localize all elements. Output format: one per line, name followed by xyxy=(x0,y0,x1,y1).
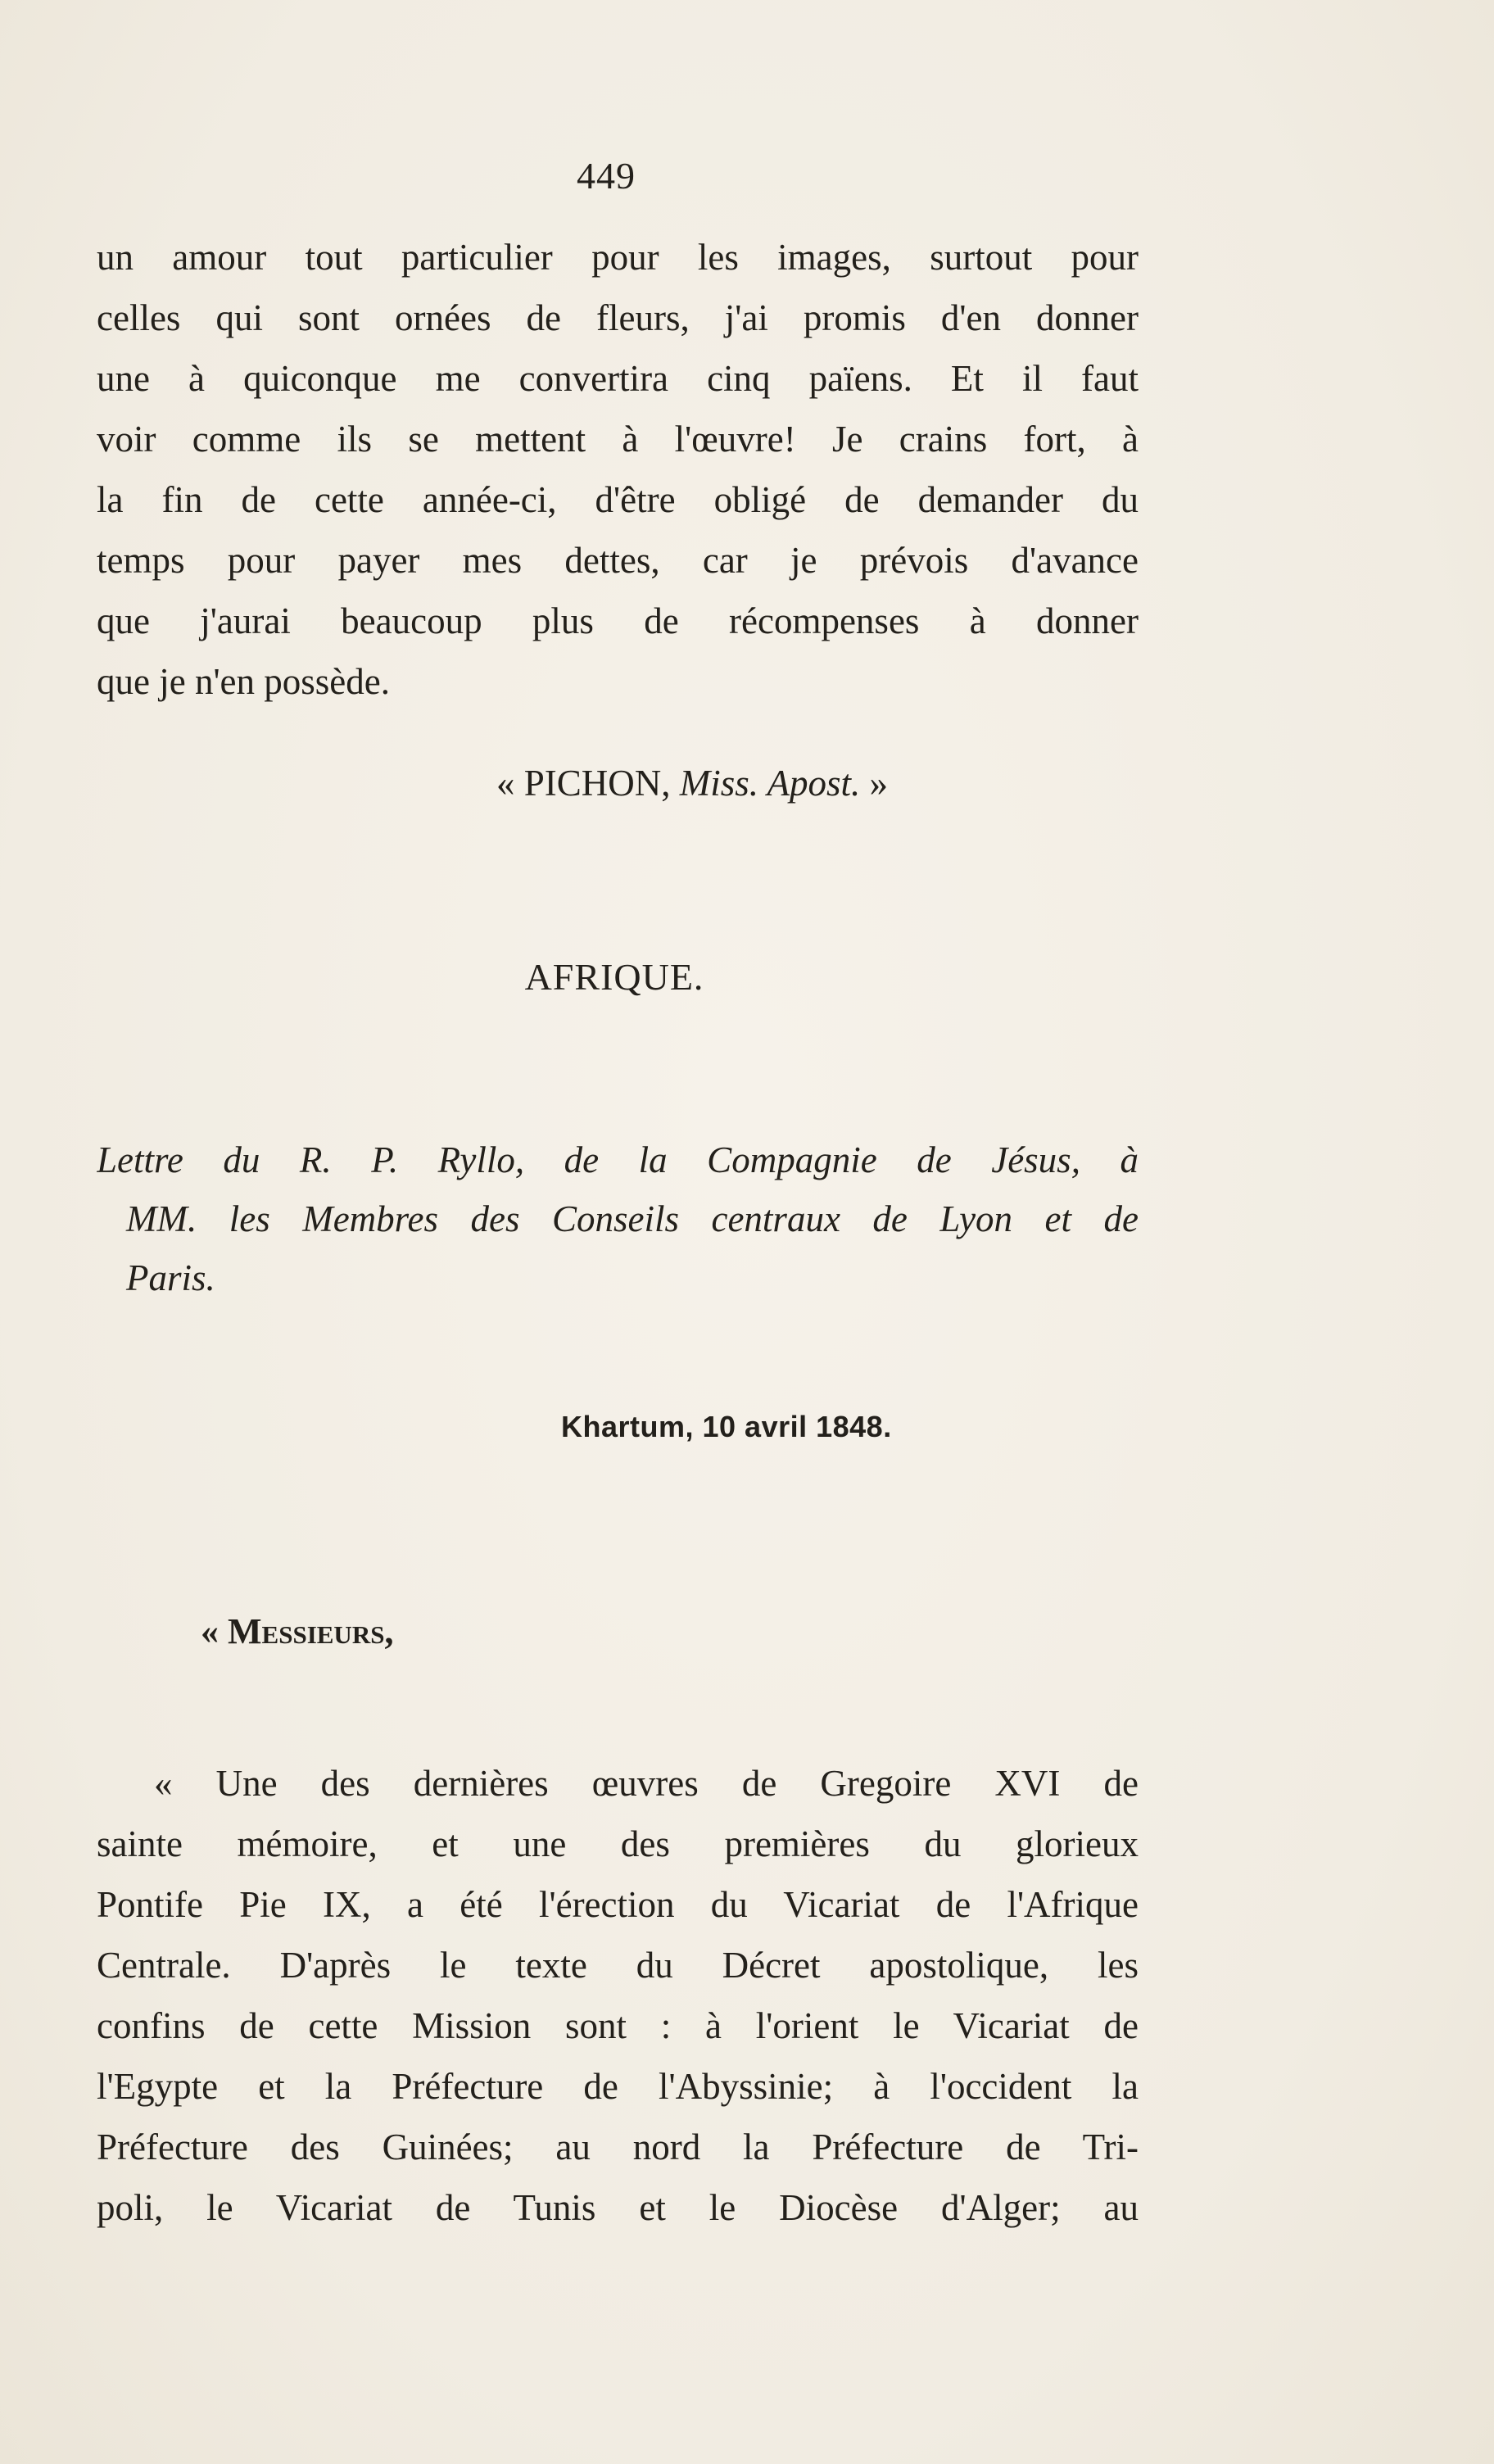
heading-line: Lettre du R. P. Ryllo, de la Compagnie de Jésus, à xyxy=(97,1139,1139,1180)
signature-role: Miss. Apost. xyxy=(679,763,861,804)
text-line: voir comme ils se mettent à l'œuvre! Je crains fort, à xyxy=(97,419,1139,460)
text-line: Centrale. D'après le texte du Décret apostolique, les xyxy=(97,1945,1139,1986)
open-quote: « xyxy=(496,763,515,804)
signature-name: PICHON, xyxy=(523,763,671,804)
text-line: sainte mémoire, et une des premières du glorieux xyxy=(97,1823,1139,1864)
heading-line: Paris. xyxy=(126,1257,215,1298)
signature xyxy=(0,762,1384,804)
section-title: AFRIQUE. xyxy=(524,956,704,998)
salutation: « Messieurs, xyxy=(201,1611,394,1651)
text-line: celles qui sont ornées de fleurs, j'ai promis d'en donner xyxy=(97,297,1139,338)
paragraph-1 xyxy=(97,227,1139,712)
text-line: Préfecture des Guinées; au nord la Préfecture de Tri- xyxy=(97,2127,1139,2167)
text-line: la fin de cette année-ci, d'être obligé de demander du xyxy=(97,479,1139,520)
text-line: l'Egypte et la Préfecture de l'Abyssinie; à l'occident la xyxy=(97,2066,1139,2107)
page-number: 449 xyxy=(577,155,636,197)
text-line: « Une des dernières œuvres de Gregoire XVI de xyxy=(154,1763,1139,1804)
text-line: un amour tout particulier pour les images, surtout pour xyxy=(97,237,1139,278)
text-line: Pontife Pie IX, a été l'érection du Vicariat de l'Afrique xyxy=(97,1884,1139,1925)
letter-heading xyxy=(97,1130,1139,1307)
text-line: confins de cette Mission sont : à l'orient le Vicariat de xyxy=(97,2005,1139,2046)
text-line: poli, le Vicariat de Tunis et le Diocèse d'Alger; au xyxy=(97,2187,1139,2228)
text-line: une à quiconque me convertira cinq païens. Et il faut xyxy=(97,358,1139,399)
text-line: temps pour payer mes dettes, car je prévois d'avance xyxy=(97,540,1139,581)
text-line: que j'aurai beaucoup plus de récompenses à donner xyxy=(97,600,1139,641)
text-line: que je n'en possède. xyxy=(97,661,391,702)
dateline: Khartum, 10 avril 1848. xyxy=(561,1410,892,1443)
paragraph-2 xyxy=(97,1753,1139,2238)
heading-line: MM. les Membres des Conseils centraux de Lyon et de xyxy=(126,1198,1139,1239)
close-quote: » xyxy=(869,763,888,804)
